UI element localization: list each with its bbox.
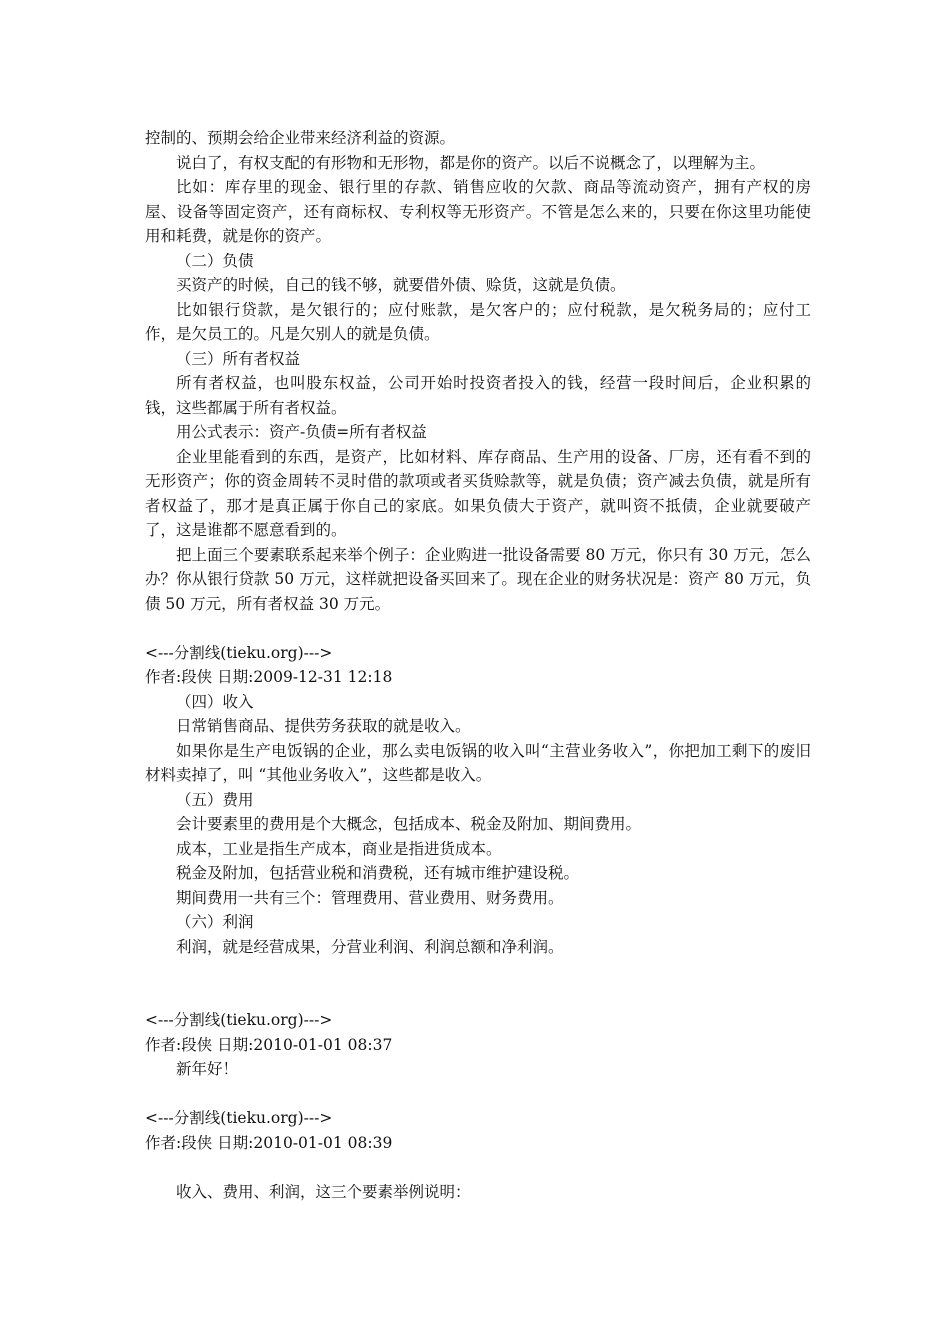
paragraph: 日常销售商品、提供劳务获取的就是收入。 [176, 717, 471, 735]
paragraph: 期间费用一共有三个：管理费用、营业费用、财务费用。 [176, 888, 564, 907]
blank-line [145, 1082, 811, 1107]
paragraph: 比如：库存里的现金、银行里的存款、销售应收的欠款、商品等流动资产，拥有产权的房屋、设备等固定资产，还有商标权、专利权等无形资产。不管是怎么来的，只要在你这里功能使用和耗费，就是你的资产。 [145, 178, 811, 245]
paragraph: <---分割线(tieku.org)---> [145, 1109, 333, 1127]
paragraph: （五）费用 [176, 790, 254, 809]
paragraph: <---分割线(tieku.org)---> [145, 643, 333, 662]
paragraph: 用公式表示：资产-负债=所有者权益 [176, 423, 427, 441]
paragraph: 如果你是生产电饭锅的企业，那么卖电饭锅的收入叫“主营业务收入”，你把加工剩下的废旧材料卖掉了，叫 “其他业务收入”，这些都是收入。 [145, 741, 811, 784]
blank-line [145, 959, 811, 1008]
paragraph: （三）所有者权益 [176, 349, 301, 368]
paragraph: 成本，工业是指生产成本，商业是指进货成本。 [176, 839, 502, 858]
paragraph: 收入、费用、利润，这三个要素举例说明： [176, 1182, 471, 1201]
document-body [145, 126, 811, 1204]
blank-line [145, 1155, 811, 1180]
paragraph: （二）负债 [176, 251, 254, 270]
paragraph: 控制的、预期会给企业带来经济利益的资源。 [145, 129, 456, 147]
paragraph: 所有者权益，也叫股东权益，公司开始时投资者投入的钱，经营一段时间后，企业积累的钱，这些都属于所有者权益。 [145, 374, 811, 417]
paragraph: （六）利润 [176, 913, 254, 931]
paragraph: 作者:段侠 日期:2010-01-01 08:37 [145, 1035, 393, 1054]
paragraph: 说白了，有权支配的有形物和无形物，都是你的资产。以后不说概念了，以理解为主。 [176, 153, 766, 172]
paragraph: 会计要素里的费用是个大概念，包括成本、税金及附加、期间费用。 [176, 815, 642, 833]
paragraph: <---分割线(tieku.org)---> [145, 1011, 333, 1029]
paragraph: （四）收入 [176, 692, 254, 711]
paragraph: 企业里能看到的东西，是资产，比如材料、库存商品、生产用的设备、厂房，还有看不到的无形资产；你的资金周转不灵时借的款项或者买货赊款等，就是负债；资产减去负债，就是所有者权益了，那才是真正属于你自己的家底。如果负债大于资产，就叫资不抵债，企业就要破产了，这是谁都不愿意看到的。 [145, 447, 811, 539]
paragraph: 作者:段侠 日期:2009-12-31 12:18 [145, 668, 393, 686]
paragraph: 税金及附加，包括营业税和消费税，还有城市维护建设税。 [176, 864, 580, 882]
paragraph: 利润，就是经营成果，分营业利润、利润总额和净利润。 [176, 937, 564, 956]
paragraph: 作者:段侠 日期:2010-01-01 08:39 [145, 1133, 393, 1152]
paragraph: 把上面三个要素联系起来举个例子：企业购进一批设备需要 80 万元，你只有 30 万元，怎么办？你从银行贷款 50 万元，这样就把设备买回来了。现在企业的财务状况是：资产 80 万元，负债 50 万元，所有者权益 30 万元。 [145, 545, 811, 613]
paragraph: 比如银行贷款，是欠银行的；应付账款，是欠客户的；应付税款，是欠税务局的；应付工作，是欠员工的。凡是欠别人的就是负债。 [145, 300, 811, 343]
blank-line [145, 616, 811, 641]
paragraph: 新年好！ [176, 1060, 239, 1078]
paragraph: 买资产的时候，自己的钱不够，就要借外债、赊货，这就是负债。 [176, 276, 626, 294]
